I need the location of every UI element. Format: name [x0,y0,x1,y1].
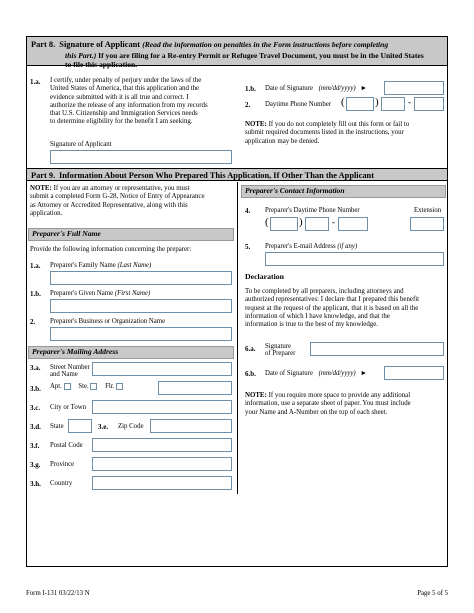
certify-line: I certify, under penalty of perjury under the laws of the [50,77,202,84]
note-line: submit a completed Form G-28, Notice of Entry of Appearance [30,193,205,201]
given-name-label [50,290,150,298]
item-4-number: 4. [245,207,251,215]
applicant-signature-label: Signature of Applicant [50,141,112,148]
email-hint: (if any) [337,243,358,250]
note-line: your Name and A-Number on the top of each sheet. [245,408,388,416]
city-label: City or Town [50,404,87,411]
family-name-label [50,262,151,270]
ste-label: Ste. [78,383,89,391]
postal-code-field[interactable] [92,438,232,452]
applicant-signature-field[interactable] [50,150,232,164]
part8-instructions-2a: this Part.) [65,50,97,60]
part8-title: Signature of Applicant [59,40,141,49]
sig-label-line1: Signature [265,343,292,350]
street-label [50,364,90,379]
certify-line: authorize the release of any information from my records [50,101,208,109]
preparer-signature-field[interactable] [310,342,444,356]
note-line: application may be denied. [245,137,320,145]
zip-label: Zip Code [118,423,144,430]
note-lead: NOTE: [245,392,267,399]
note-line: as Attorney or Accredited Representative, along with this [30,201,188,209]
preparer-phone-line[interactable] [338,217,368,231]
note-lead: NOTE: [30,185,52,192]
apt-checkbox[interactable] [64,383,71,390]
note-line: If you require more space to provide any additional [268,392,411,399]
declaration-line: To be completed by all preparers, including attorneys and [245,288,404,295]
full-name-intro: Provide the following information concerning the preparer: [30,246,192,253]
item-1a-number: 1.a. [30,262,41,270]
item-1b-number: 1.b. [245,85,256,93]
item-3e-number: 3.e. [98,423,109,431]
apt-label: Apt. [50,383,62,391]
item-3a-number: 3.a. [30,364,41,372]
part8-instructions-2b: If you are filing for a Re-entry Permit or Refugee Travel Document, you must be in the United States [98,50,424,60]
date-of-signature-label [265,85,367,93]
date-format-hint: (mm/dd/yyyy) [318,370,356,377]
paren-open: ( [265,216,269,228]
street-label-line2: and Name [50,371,78,379]
given-name-text: Preparer's Given Name [50,290,114,297]
arrow-icon: ► [360,370,368,377]
unit-number-field[interactable] [158,381,232,395]
preparer-phone-area-code[interactable] [270,217,298,231]
preparer-signature-date-field[interactable] [384,366,444,380]
flr-label: Flr. [105,383,115,391]
note-lead: NOTE: [245,121,267,128]
certify-line: to determine eligibility for the benefit I am seeking. [50,118,193,126]
preparer-business-name-field[interactable] [50,327,232,341]
zip-field[interactable] [150,419,232,433]
item-1b-number: 1.b. [30,290,41,298]
dash: - [332,217,335,227]
certify-line: evidence submitted with it is all true and correct. I [50,93,189,101]
item-3g-number: 3.g. [30,461,41,469]
note-line: If you are an attorney or representative, you must [53,185,190,192]
extension-label: Extension [414,207,442,214]
item-3b-number: 3.b. [30,385,41,393]
dash: - [408,97,411,107]
postal-code-label: Postal Code [50,442,83,449]
item-3c-number: 3.c. [30,404,41,412]
business-name-label: Preparer's Business or Organization Name [50,318,166,325]
email-label [265,243,357,251]
daytime-phone-label: Daytime Phone Number [265,101,332,108]
applicant-phone-line[interactable] [414,97,444,111]
certify-line: that U.S. Citizenship and Immigration Services needs [50,110,198,118]
paren-open: ( [341,96,345,108]
date-label-text: Date of Signature [265,370,313,377]
preparer-phone-label: Preparer's Daytime Phone Number [265,207,360,214]
item-2-number: 2. [245,101,251,109]
preparer-full-name-heading: Preparer's Full Name [28,228,234,241]
applicant-phone-area-code[interactable] [346,97,374,111]
declaration-line: information of which I have knowledge, and that the [245,312,390,320]
item-5-number: 5. [245,243,251,251]
item-2-number: 2. [30,318,36,326]
province-field[interactable] [92,457,232,471]
applicant-signature-date-field[interactable] [384,81,444,95]
given-name-hint: (First Name) [114,290,151,297]
applicant-phone-prefix[interactable] [381,97,405,111]
note-line: information, use a separate sheet of paper. You must include [245,400,411,408]
preparer-contact-heading: Preparer's Contact Information [241,185,446,198]
note-line: submit required documents listed in the instructions, your [245,129,404,137]
family-name-text: Preparer's Family Name [50,262,116,269]
unit-type-options [50,383,123,391]
state-field[interactable] [68,419,92,433]
part8-header [27,37,447,69]
preparer-mailing-address-heading: Preparer's Mailing Address [28,346,234,359]
form-id: Form I-131 03/22/13 N [26,590,90,597]
country-field[interactable] [92,476,232,490]
preparer-phone-extension[interactable] [410,217,444,231]
note-line: If you do not completely fill out this form or fail to [268,121,410,128]
preparer-given-name-field[interactable] [50,299,232,313]
preparer-date-label [265,370,367,378]
column-divider [237,182,238,494]
note-line: application. [30,209,63,217]
declaration-heading: Declaration [245,272,284,281]
preparer-family-name-field[interactable] [50,271,232,285]
paren-close: ) [299,216,303,228]
part8-instructions-3: to file this application. [65,59,138,69]
certify-line: United States of America, that this application and the [50,85,200,93]
flr-checkbox[interactable] [116,383,123,390]
part9-title: Information About Person Who Prepared This Application, If Other Than the Applicant [58,171,374,180]
state-label: State [50,423,64,430]
item-3h-number: 3.h. [30,480,41,488]
item-6b-number: 6.b. [245,370,256,378]
item-3f-number: 3.f. [30,442,40,450]
part9-label: Part 9. [31,171,56,180]
city-field[interactable] [92,400,232,414]
page-number: Page 5 of 5 [417,590,448,597]
street-field[interactable] [92,362,232,376]
item-3d-number: 3.d. [30,423,41,431]
ste-checkbox[interactable] [90,383,97,390]
street-label-line1: Street Number [50,364,90,371]
item-1a-number: 1.a. [30,78,41,86]
certification-text [50,77,240,127]
family-name-hint: (Last Name) [117,262,152,269]
province-label: Province [50,461,75,468]
item-6a-number: 6.a. [245,345,256,353]
preparer-signature-label [265,343,295,358]
declaration-line: information is true to the best of my knowledge. [245,321,379,329]
part9-note2 [245,392,448,417]
declaration-line: authorized representatives: I declare that I prepared this benefit [245,296,420,304]
declaration-text [245,288,448,329]
country-label: Country [50,480,73,487]
email-label-text: Preparer's E-mail Address [265,243,336,250]
part8-note [245,121,445,146]
part8-instructions-1: (Read the information on penalties in the Form instructions before completing [142,40,389,49]
part9-header [27,168,447,181]
arrow-icon: ► [360,85,368,92]
date-format-hint: (mm/dd/yyyy) [318,85,356,92]
preparer-email-field[interactable] [265,252,444,266]
declaration-line: request at the request of the applicant, that it is based on all the [245,304,419,312]
part8-label: Part 8. [31,40,56,49]
preparer-phone-prefix[interactable] [305,217,329,231]
sig-label-line2: of Preparer [265,350,296,358]
date-label-text: Date of Signature [265,85,313,92]
part9-note [30,185,235,218]
paren-close: ) [375,96,379,108]
